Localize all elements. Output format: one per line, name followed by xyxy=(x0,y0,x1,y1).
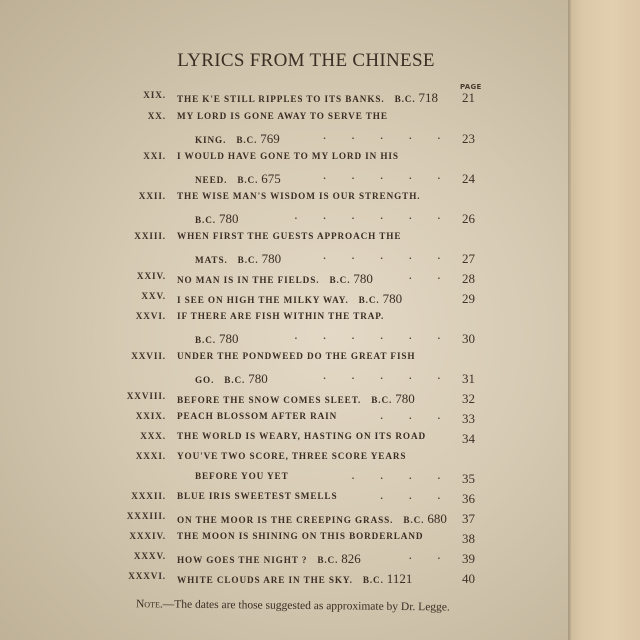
entry-number: XXVIII. xyxy=(126,391,166,401)
entry-title-cont: MATS. B.C. 780 xyxy=(195,251,282,266)
entry-title: THE MOON IS SHINING ON THIS BORDERLAND xyxy=(177,531,424,541)
entry-title: THE K'E STILL RIPPLES TO ITS BANKS. B.C. 718 xyxy=(177,90,439,105)
toc-entry-xxiv xyxy=(0,271,640,291)
entry-page: 26 xyxy=(462,211,475,226)
entry-page: 40 xyxy=(462,571,475,586)
footnote-lead: Note. xyxy=(135,598,163,611)
entry-title: WHEN FIRST THE GUESTS APPROACH THE xyxy=(177,231,402,241)
entry-number: XXXIV. xyxy=(129,531,166,541)
entry-title: UNDER THE PONDWEED DO THE GREAT FISH xyxy=(177,351,416,361)
toc-entry-xxvi xyxy=(0,311,640,331)
leader-dots: . . . xyxy=(380,411,440,421)
page-title: LYRICS FROM THE CHINESE xyxy=(177,50,435,71)
entry-number: XXI. xyxy=(143,151,166,161)
toc-entry-xxxiv xyxy=(0,531,640,551)
toc-entry-xxxi-cont xyxy=(0,471,640,491)
entry-page: 36 xyxy=(462,491,475,506)
leader-dots: . . . . . . xyxy=(294,331,440,341)
entry-title-cont: KING. B.C. 769 xyxy=(195,131,280,146)
entry-title: IF THERE ARE FISH WITHIN THE TRAP. xyxy=(177,311,385,321)
entry-number: XXIII. xyxy=(134,231,166,241)
entry-title-cont: B.C. 780 xyxy=(195,331,239,346)
toc-entry-xxi-cont xyxy=(0,171,640,191)
entry-number: XXII. xyxy=(138,191,166,201)
entry-title: THE WISE MAN'S WISDOM IS OUR STRENGTH. xyxy=(177,191,421,201)
entry-title: YOU'VE TWO SCORE, THREE SCORE YEARS xyxy=(177,451,407,461)
entry-title: HOW GOES THE NIGHT ? B.C. 826 xyxy=(177,551,361,566)
leader-dots: . . . . . xyxy=(323,171,440,181)
entry-number: XX. xyxy=(147,111,166,121)
entry-page: 24 xyxy=(462,171,475,186)
toc-entry-xix xyxy=(0,90,640,110)
entry-title-cont: NEED. B.C. 675 xyxy=(195,171,281,186)
leader-dots: . . . xyxy=(380,491,440,501)
toc-entry-xxi xyxy=(0,151,640,171)
toc-entry-xxxiii xyxy=(0,511,640,531)
leader-dots: . . . . . . xyxy=(294,211,440,221)
entry-page: 34 xyxy=(462,431,475,446)
leader-dots: . . xyxy=(409,271,440,281)
entry-number: XXXII. xyxy=(131,491,166,501)
toc-entry-xxii-cont xyxy=(0,211,640,231)
entry-title-cont: GO. B.C. 780 xyxy=(195,371,268,386)
entry-title: PEACH BLOSSOM AFTER RAIN xyxy=(177,411,338,421)
entry-number: XXVII. xyxy=(131,351,166,361)
leader-dots: . . . . . xyxy=(323,371,440,381)
entry-title: BEFORE THE SNOW COMES SLEET. B.C. 780 xyxy=(177,391,415,406)
toc-entry-xxvii xyxy=(0,351,640,371)
toc-entry-xxix xyxy=(0,411,640,431)
entry-number: XXVI. xyxy=(135,311,166,321)
entry-title: BLUE IRIS SWEETEST SMELLS xyxy=(177,491,338,501)
page-column-label: PAGE xyxy=(460,83,482,91)
entry-title: NO MAN IS IN THE FIELDS. B.C. 780 xyxy=(177,271,373,286)
toc-entry-xxxv xyxy=(0,551,640,571)
footnote-text: —The dates are those suggested as approximate by Dr. Legge. xyxy=(162,598,450,614)
entry-title: I WOULD HAVE GONE TO MY LORD IN HIS xyxy=(177,151,399,161)
entry-title-cont: B.C. 780 xyxy=(195,211,239,226)
entry-page: 21 xyxy=(462,90,475,105)
entry-number: XXX. xyxy=(140,431,166,441)
entry-number: XXV. xyxy=(141,291,166,301)
entry-page: 29 xyxy=(462,291,475,306)
entry-number: XXXVI. xyxy=(128,571,166,581)
toc-entry-xxxi xyxy=(0,451,640,471)
entry-number: XXXI. xyxy=(135,451,166,461)
entry-page: 31 xyxy=(462,371,475,386)
entry-page: 32 xyxy=(462,391,475,406)
entry-title: THE WORLD IS WEARY, HASTING ON ITS ROAD xyxy=(177,431,427,441)
entry-page: 27 xyxy=(462,251,475,266)
entry-number: XXXV. xyxy=(133,551,166,561)
entry-number: XXXIII. xyxy=(126,511,166,521)
toc-entry-xxv xyxy=(0,291,640,311)
toc-entry-xxxii xyxy=(0,491,640,511)
toc-entry-xxxvi xyxy=(0,571,640,591)
toc-entry-xxiii-cont xyxy=(0,251,640,271)
entry-page: 39 xyxy=(462,551,475,566)
entry-title: I SEE ON HIGH THE MILKY WAY. B.C. 780 xyxy=(177,291,403,306)
entry-page: 30 xyxy=(462,331,475,346)
entry-title: WHITE CLOUDS ARE IN THE SKY. B.C. 1121 xyxy=(177,571,413,586)
entry-number: XIX. xyxy=(143,90,166,100)
toc-entry-xxiii xyxy=(0,231,640,251)
entry-title: ON THE MOOR IS THE CREEPING GRASS. B.C. 680 xyxy=(177,511,447,526)
toc-entry-xxviii xyxy=(0,391,640,411)
entry-title-cont: BEFORE YOU YET xyxy=(195,471,289,481)
toc-entry-xxvii-cont xyxy=(0,371,640,391)
leader-dots: . . xyxy=(409,551,440,561)
entry-page: 35 xyxy=(462,471,475,486)
entry-title: MY LORD IS GONE AWAY TO SERVE THE xyxy=(177,111,388,121)
leader-dots: . . . . xyxy=(351,471,440,481)
entry-page: 37 xyxy=(462,511,475,526)
toc-entry-xxx xyxy=(0,431,640,451)
entry-page: 28 xyxy=(462,271,475,286)
entry-page: 38 xyxy=(462,531,475,546)
toc-entry-xxii xyxy=(0,191,640,211)
leader-dots: . . . . . xyxy=(323,131,440,141)
entry-page: 33 xyxy=(462,411,475,426)
entry-number: XXIV. xyxy=(136,271,166,281)
toc-entry-xx xyxy=(0,111,640,131)
leader-dots: . . . . . xyxy=(323,251,440,261)
toc-entry-xx-cont xyxy=(0,131,640,151)
entry-number: XXIX. xyxy=(135,411,166,421)
toc-entry-xxvi-cont xyxy=(0,331,640,351)
entry-page: 23 xyxy=(462,131,475,146)
